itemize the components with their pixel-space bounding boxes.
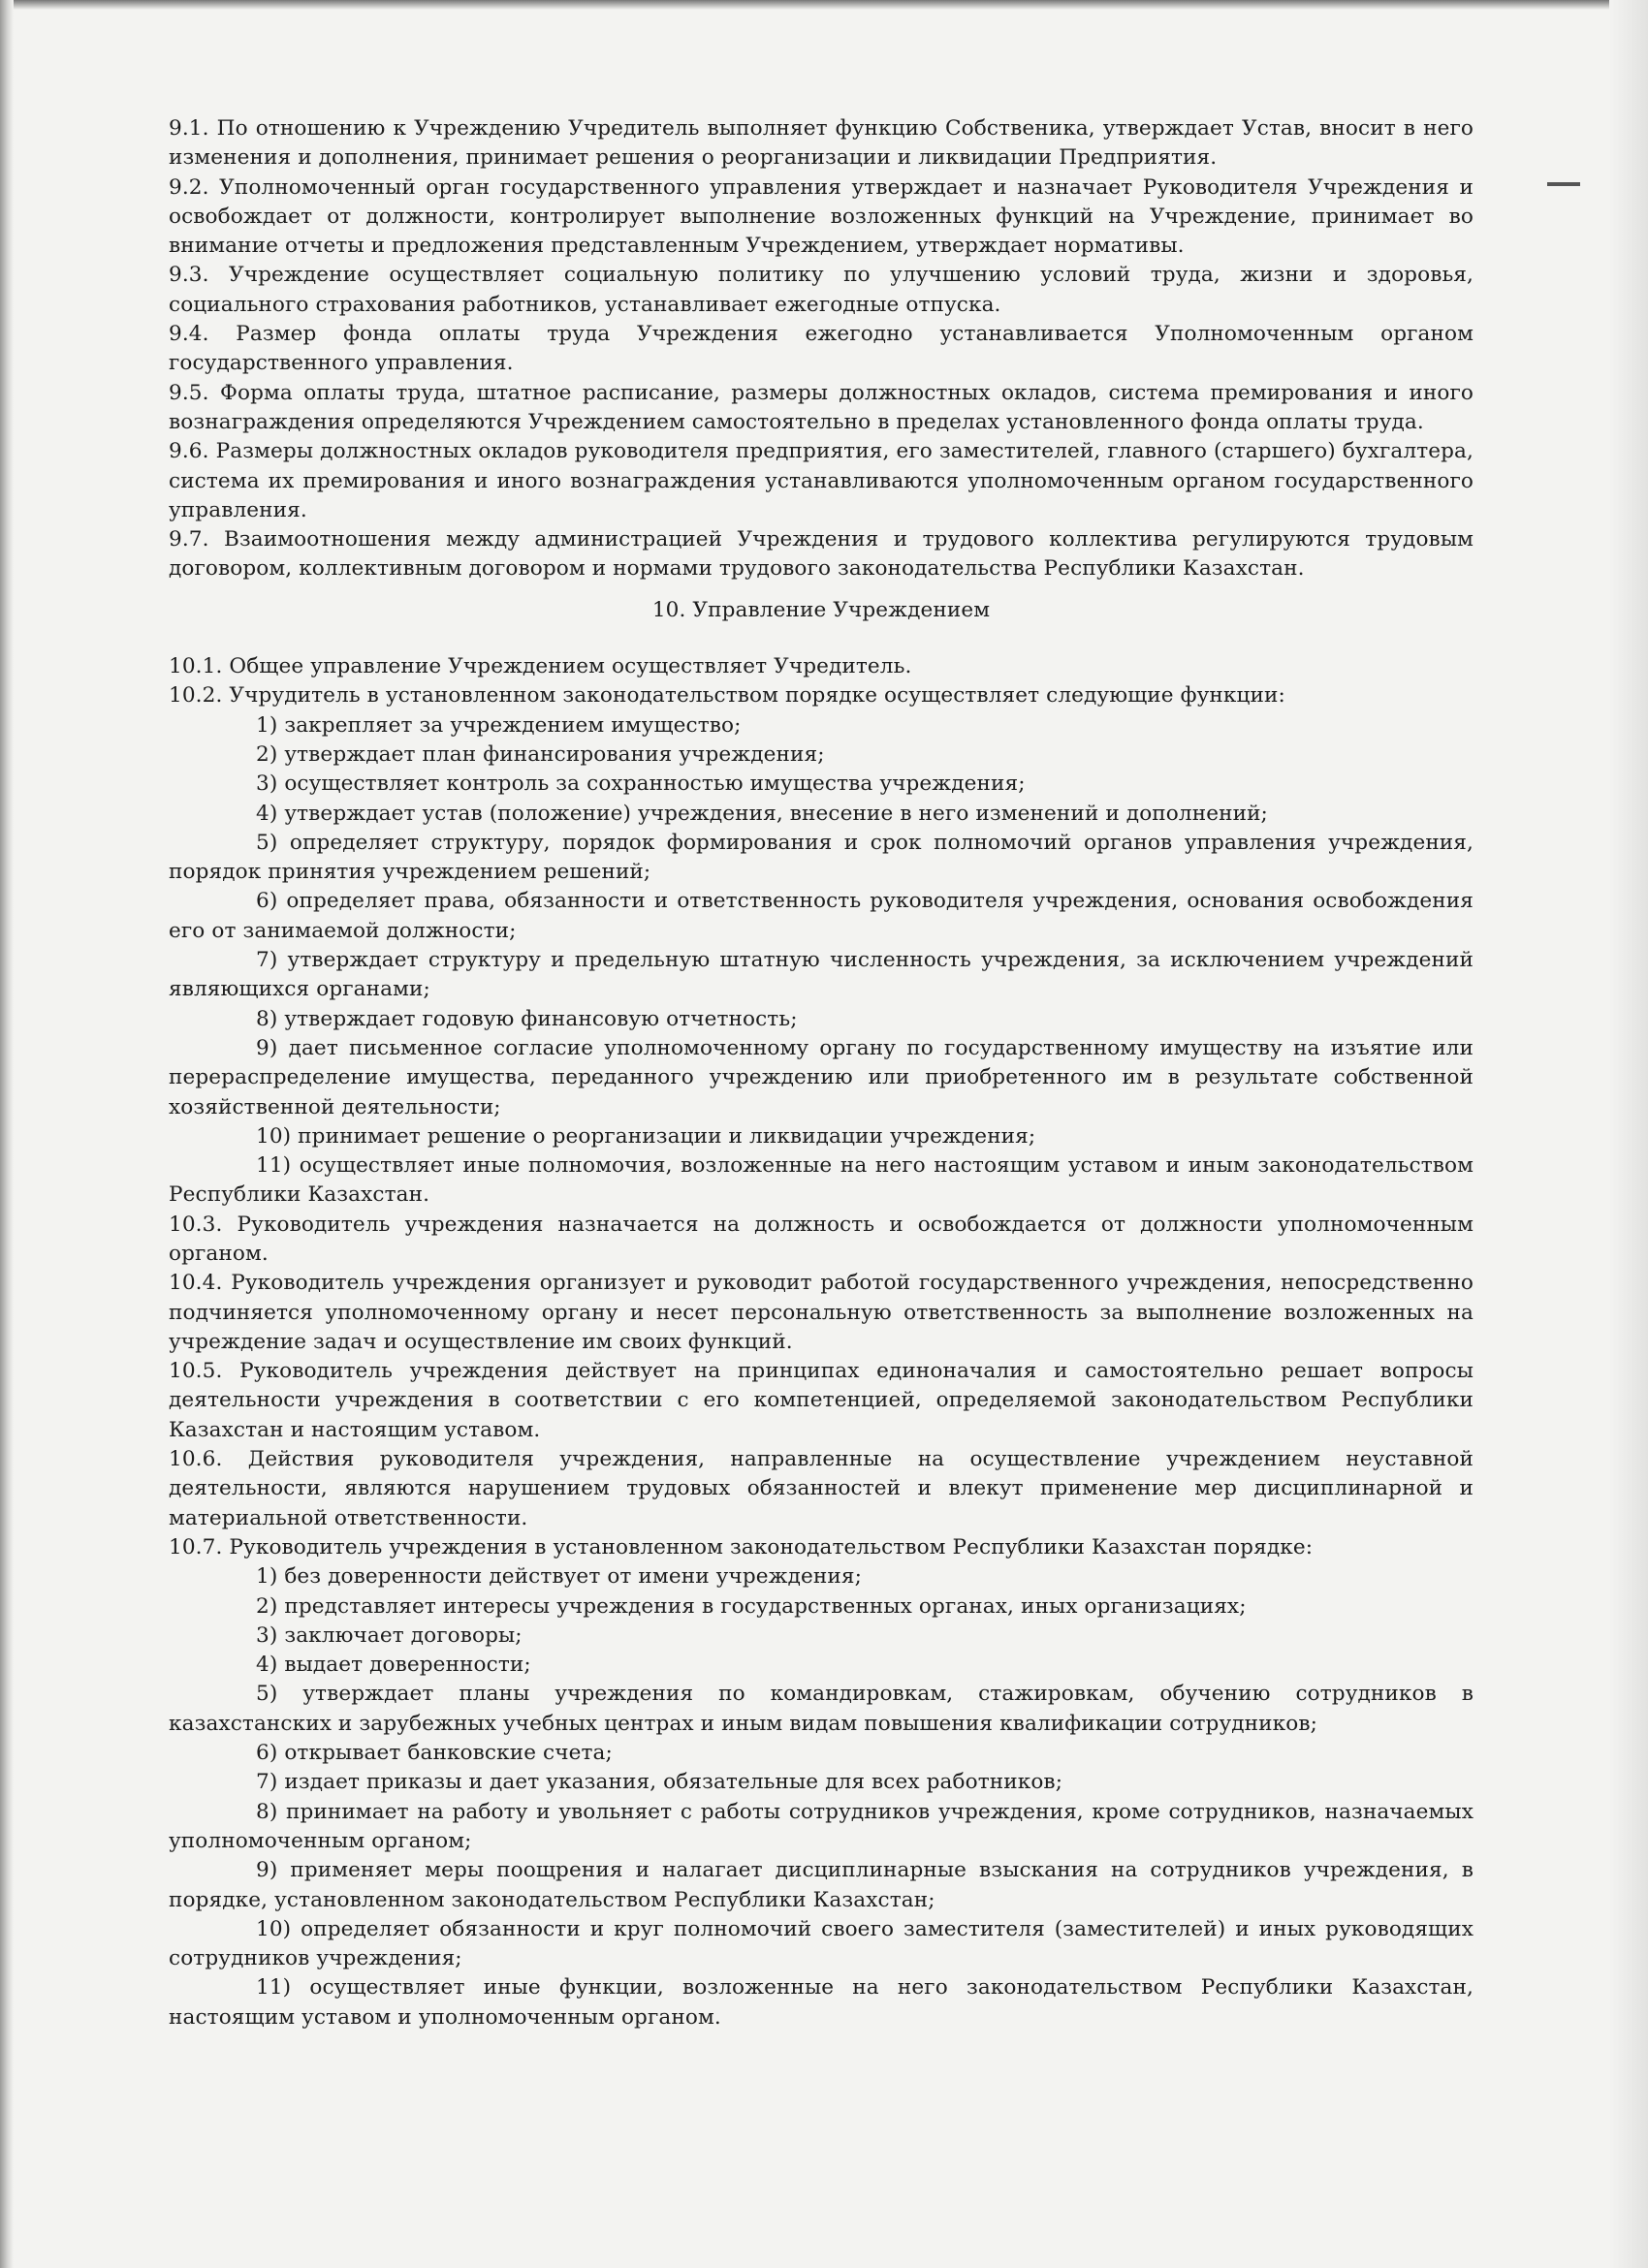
- section-10-paragraph: 3) заключает договоры;: [256, 1622, 523, 1648]
- section-10-paragraph: 8) принимает на работу и увольняет с работы сотрудников учреждения, кроме сотрудников, назначаемых уполномоченным органом;: [169, 1799, 1474, 1853]
- section-10-title: 10. Управление Учреждением: [651, 597, 991, 622]
- scan-mark: [1547, 182, 1580, 186]
- section-10-paragraph: 10) принимает решение о реорганизации и ликвидации учреждения;: [256, 1123, 1036, 1149]
- section-9-paragraph: 9.6. Размеры должностных окладов руководителя предприятия, его заместителей, главного (старшего) бухгалтера, система их премирования и иного вознаграждения устанавливаются уполномоченным органом государственного управления.: [169, 439, 1474, 522]
- section-10-paragraph: 9) применяет меры поощрения и налагает дисциплинарные взыскания на сотрудников учреждения, в порядке, установленном законодательством Республики Казахстан;: [169, 1858, 1474, 1912]
- scan-edge-left: [0, 0, 14, 2268]
- section-10-paragraph: 10.2. Учрудитель в установленном законодательством порядке осуществляет следующие функции:: [169, 683, 1285, 709]
- section-10-paragraph: 8) утверждает годовую финансовую отчетность;: [256, 1006, 798, 1031]
- section-10-paragraph: 5) утверждает планы учреждения по командировкам, стажировкам, обучению сотрудников в казахстанских и зарубежных учебных центрах и иным видам повышения квалификации сотрудников;: [169, 1682, 1474, 1736]
- scan-edge-right: [1609, 0, 1648, 2268]
- section-9-paragraph: 9.4. Размер фонда оплаты труда Учреждения ежегодно устанавливается Уполномоченным органом государственного управления.: [169, 322, 1474, 376]
- section-10-paragraph: 11) осуществляет иные полномочия, возложенные на него настоящим уставом и иным законодательством Республики Казахстан.: [169, 1153, 1474, 1208]
- section-10-paragraph: 3) осуществляет контроль за сохранностью имущества учреждения;: [256, 772, 1026, 797]
- section-10-paragraph: 9) дает письменное согласие уполномоченному органу по государственному имуществу на изъятие или перераспределение имущества, переданного учреждению или приобретенного им в результате собственной хозяйственной деятельности;: [169, 1035, 1474, 1119]
- section-10-paragraph: 10.5. Руководитель учреждения действует на принципах единоначалия и самостоятельно решает вопросы деятельности учреждения в соответствии с его компетенцией, определяемой законодательством Республики Казахстан и настоящим уставом.: [169, 1359, 1474, 1442]
- section-10-paragraph: 7) издает приказы и дает указания, обязательные для всех работников;: [256, 1770, 1063, 1795]
- document-page: [169, 114, 1474, 2032]
- section-10-paragraph: 2) утверждает план финансирования учреждения;: [256, 741, 825, 767]
- section-9-paragraph: 9.3. Учреждение осуществляет социальную политику по улучшению условий труда, жизни и здоровья, социального страхования работников, устанавливает ежегодные отпуска.: [169, 263, 1474, 317]
- section-10-paragraph: 1) без доверенности действует от имени учреждения;: [256, 1564, 862, 1590]
- section-10-paragraph: 4) утверждает устав (положение) учреждения, внесение в него изменений и дополнений;: [256, 801, 1268, 826]
- section-10-paragraph: 10.3. Руководитель учреждения назначается на должность и освобождается от должности уполномоченным органом.: [169, 1212, 1474, 1266]
- section-10-paragraph: 6) открывает банковские счета;: [256, 1741, 613, 1766]
- scan-edge-top: [0, 0, 1648, 10]
- section-10-paragraph: 10.4. Руководитель учреждения организует и руководит работой государственного учреждения, непосредственно подчиняется уполномоченному органу и несет персональную ответственность за выполнение возложенных на учреждение задач и осуществление им своих функций.: [169, 1271, 1474, 1354]
- section-10-paragraph: 11) осуществляет иные функции, возложенные на него законодательством Республики Казахстан, настоящим уставом и уполномоченным органом.: [169, 1975, 1474, 2030]
- section-10-paragraph: 10.1. Общее управление Учреждением осуществляет Учредитель.: [169, 654, 912, 679]
- section-10-paragraph: 1) закрепляет за учреждением имущество;: [256, 712, 742, 738]
- section-10-paragraph: 4) выдает доверенности;: [256, 1653, 531, 1678]
- section-9-paragraph: 9.1. По отношению к Учреждению Учредитель выполняет функцию Собственика, утверждает Устав, вносит в него изменения и дополнения, принимает решения о реорганизации и ликвидации Предприятия.: [169, 116, 1474, 171]
- section-10-paragraph: 6) определяет права, обязанности и ответственность руководителя учреждения, основания освобождения его от занимаемой должности;: [169, 889, 1474, 943]
- section-10-paragraph: 2) представляет интересы учреждения в государственных органах, иных организациях;: [256, 1593, 1247, 1619]
- section-9-paragraph: 9.7. Взаимоотношения между администрацией Учреждения и трудового коллектива регулируются трудовым договором, коллективным договором и нормами трудового законодательства Республики Казахстан.: [169, 527, 1474, 582]
- section-10-paragraph: 10) определяет обязанности и круг полномочий своего заместителя (заместителей) и иных руководящих сотрудников учреждения;: [169, 1916, 1474, 1971]
- section-9: [169, 114, 1474, 584]
- section-10-paragraph: 10.7. Руководитель учреждения в установленном законодательством Республики Казахстан порядке:: [169, 1534, 1314, 1559]
- section-9-paragraph: 9.5. Форма оплаты труда, штатное расписание, размеры должностных окладов, система премирования и иного вознаграждения определяются Учреждением самостоятельно в пределах установленного фонда оплаты труда.: [169, 380, 1474, 434]
- section-9-paragraph: 9.2. Уполномоченный орган государственного управления утверждает и назначает Руководителя Учреждения и освобождает от должности, контролирует выполнение возложенных функций на Учреждение, принимает во внимание отчеты и предложения представленным Учреждением, утверждает нормативы.: [169, 174, 1474, 259]
- section-10-paragraph: 10.6. Действия руководителя учреждения, направленные на осуществление учреждением неуставной деятельности, являются нарушением трудовых обязанностей и влекут применение мер дисциплинарной и материальной ответственности.: [169, 1447, 1474, 1530]
- section-10-paragraph: 7) утверждает структуру и предельную штатную численность учреждения, за исключением учреждений являющихся органами;: [169, 948, 1474, 1002]
- section-10-paragraph: 5) определяет структуру, порядок формирования и срок полномочий органов управления учреждения, порядок принятия учреждением решений;: [169, 830, 1474, 885]
- section-10: [169, 652, 1474, 2032]
